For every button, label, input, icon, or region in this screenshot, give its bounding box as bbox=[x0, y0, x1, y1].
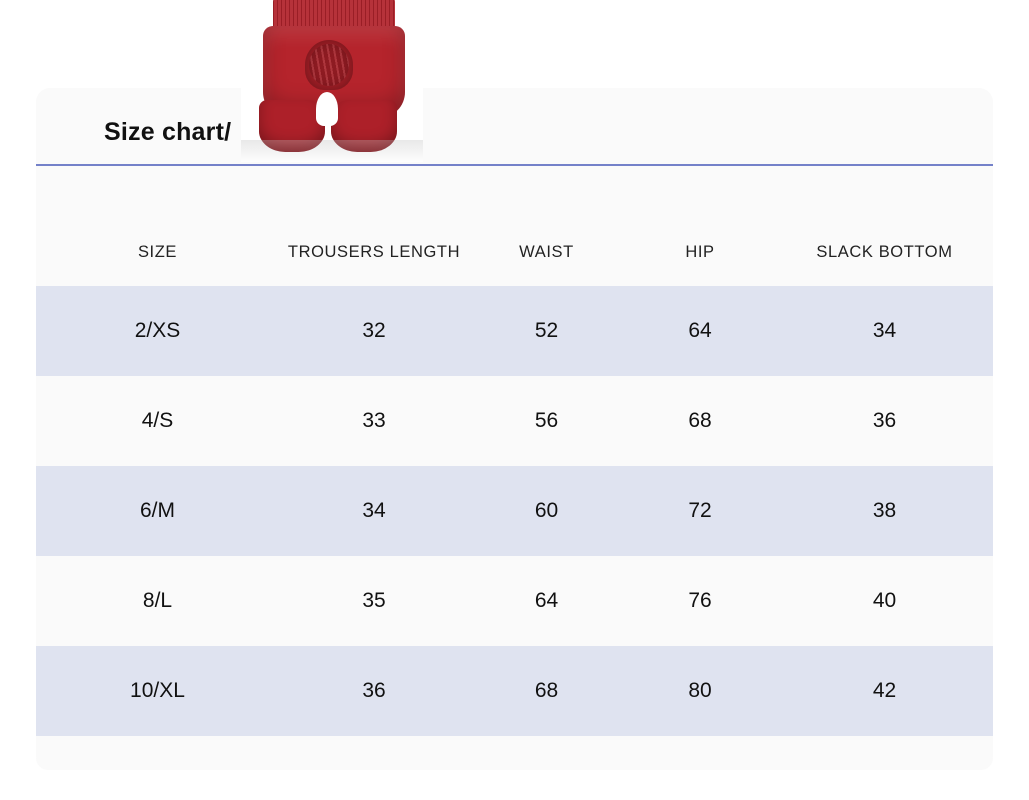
cell-slack-bottom: 38 bbox=[872, 499, 897, 522]
cell-waist: 60 bbox=[534, 499, 559, 522]
cell-trousers-length: 33 bbox=[362, 409, 386, 432]
cell-trousers-length: 34 bbox=[362, 499, 386, 522]
table-row bbox=[36, 286, 993, 376]
cell-waist: 68 bbox=[534, 679, 559, 702]
cell-slack-bottom: 40 bbox=[872, 589, 897, 612]
cell-hip: 80 bbox=[688, 679, 712, 702]
product-image bbox=[241, 0, 423, 162]
cell-waist: 64 bbox=[534, 589, 559, 612]
cell-trousers-length: 32 bbox=[362, 319, 386, 342]
cell-size: 2/XS bbox=[134, 319, 181, 342]
table-row bbox=[36, 646, 993, 736]
table-row bbox=[36, 556, 993, 646]
cell-slack-bottom: 36 bbox=[872, 409, 897, 432]
size-chart-table bbox=[36, 218, 993, 736]
garment-ruching bbox=[305, 40, 353, 90]
cell-slack-bottom: 42 bbox=[872, 679, 897, 702]
cell-waist: 56 bbox=[534, 409, 559, 432]
cell-size: 6/M bbox=[139, 499, 175, 522]
product-image-shadow bbox=[241, 140, 423, 162]
card-bottom-edge bbox=[36, 758, 993, 770]
page-title: Size chart/ bbox=[104, 118, 232, 146]
cell-hip: 72 bbox=[688, 499, 712, 522]
cell-size: 10/XL bbox=[130, 679, 185, 702]
column-header-trousers-length: TROUSERS LENGTH bbox=[287, 242, 461, 261]
column-header-size: SIZE bbox=[137, 242, 178, 261]
garment-illustration bbox=[253, 0, 413, 160]
cell-size: 8/L bbox=[142, 589, 173, 612]
cell-size: 4/S bbox=[141, 409, 174, 432]
cell-hip: 68 bbox=[688, 409, 712, 432]
column-header-hip: HIP bbox=[685, 242, 715, 261]
column-header-waist: WAIST bbox=[519, 242, 574, 261]
size-chart-card bbox=[36, 88, 993, 770]
cell-trousers-length: 36 bbox=[362, 679, 386, 702]
table-row bbox=[36, 466, 993, 556]
cell-slack-bottom: 34 bbox=[872, 319, 897, 342]
title-divider bbox=[36, 164, 993, 166]
cell-waist: 52 bbox=[534, 319, 559, 342]
cell-trousers-length: 35 bbox=[362, 589, 386, 612]
table-row bbox=[36, 376, 993, 466]
cell-hip: 64 bbox=[688, 319, 712, 342]
garment-crotch-notch bbox=[316, 92, 338, 126]
cell-hip: 76 bbox=[688, 589, 712, 612]
table-header-row bbox=[36, 218, 993, 286]
column-header-slack-bottom: SLACK BOTTOM bbox=[816, 242, 953, 261]
